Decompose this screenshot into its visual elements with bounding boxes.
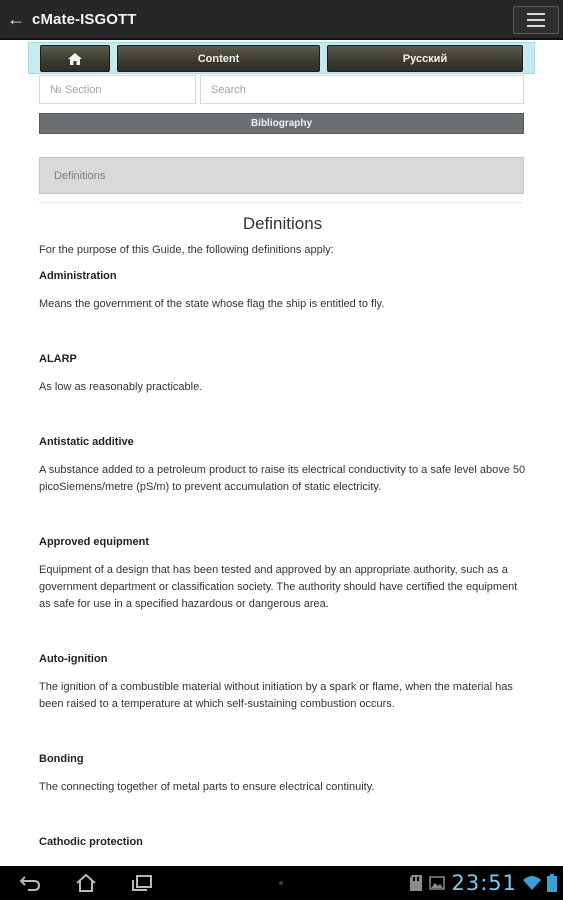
definition-text: Means the government of the state whose flag the ship is entitled to fly. (39, 298, 385, 310)
definition-text: The ignition of a combustible material without initiation by a spark or flame, when the material has been raised to a temperature at which self-sustaining combustion occurs. (39, 681, 513, 710)
definition-text: The connecting together of metal parts to ensure electrical continuity. (39, 781, 375, 793)
definition-entry (39, 751, 526, 796)
search-input[interactable] (200, 75, 524, 104)
section-number-input[interactable] (39, 75, 196, 104)
app-title: cMate-ISGOTT (32, 10, 137, 28)
back-arrow-icon[interactable]: ← (7, 8, 25, 29)
breadcrumb[interactable] (39, 157, 524, 194)
definition-term: Bonding (39, 753, 84, 765)
definition-entry (39, 434, 526, 496)
bibliography-button[interactable]: Bibliography (39, 113, 524, 134)
back-icon (19, 875, 41, 891)
definition-term: Cathodic protection (39, 836, 143, 848)
clock: 23:51 (451, 871, 517, 895)
sd-card-icon (409, 874, 423, 892)
action-bar (0, 0, 563, 40)
definition-term: Auto-ignition (39, 653, 108, 665)
definition-term: ALARP (39, 353, 77, 365)
wifi-icon (523, 875, 541, 891)
intro-text: For the purpose of this Guide, the following definitions apply: (39, 244, 334, 256)
definition-entry (39, 534, 526, 613)
definition-term: Antistatic additive (39, 436, 134, 448)
image-icon (429, 876, 445, 890)
nav-dot-icon: ● (277, 877, 285, 889)
recent-apps-icon (131, 874, 153, 892)
definition-entry (39, 834, 526, 851)
system-recent-apps-button[interactable] (124, 866, 160, 900)
definition-text: As low as reasonably practicable. (39, 381, 203, 393)
divider (39, 202, 524, 203)
definition-text: Equipment of a design that has been tested and approved by an appropriate authority, such as a government department or classification society. The authority should have certified the equipment as safe for use in a specified hazardous or dangerous area. (39, 564, 518, 610)
definition-text: A substance added to a petroleum product to raise its electrical conductivity to a safe level above 50 picoSiemens/metre (pS/m) to prevent accumulation of static electricity. (39, 464, 526, 493)
overflow-menu-button[interactable] (513, 6, 559, 34)
definition-term: Administration (39, 270, 117, 282)
home-button[interactable] (40, 45, 110, 72)
nav-button-bar (28, 42, 535, 74)
definition-entry (39, 651, 526, 713)
battery-icon (547, 874, 557, 892)
home-icon (75, 873, 97, 893)
system-nav-bar (0, 866, 563, 900)
definition-term: Approved equipment (39, 536, 150, 548)
definition-entry (39, 268, 526, 313)
system-home-button[interactable] (68, 866, 104, 900)
document-content (39, 214, 526, 889)
system-back-button[interactable] (12, 866, 48, 900)
content-button[interactable]: Content (117, 45, 320, 72)
language-button[interactable]: Русский (327, 45, 523, 72)
home-icon (68, 53, 82, 65)
page-title: Definitions (242, 214, 323, 233)
status-area (409, 866, 557, 900)
definition-entry (39, 351, 526, 396)
menu-icon (527, 13, 545, 15)
breadcrumb-label: Definitions (54, 169, 106, 182)
